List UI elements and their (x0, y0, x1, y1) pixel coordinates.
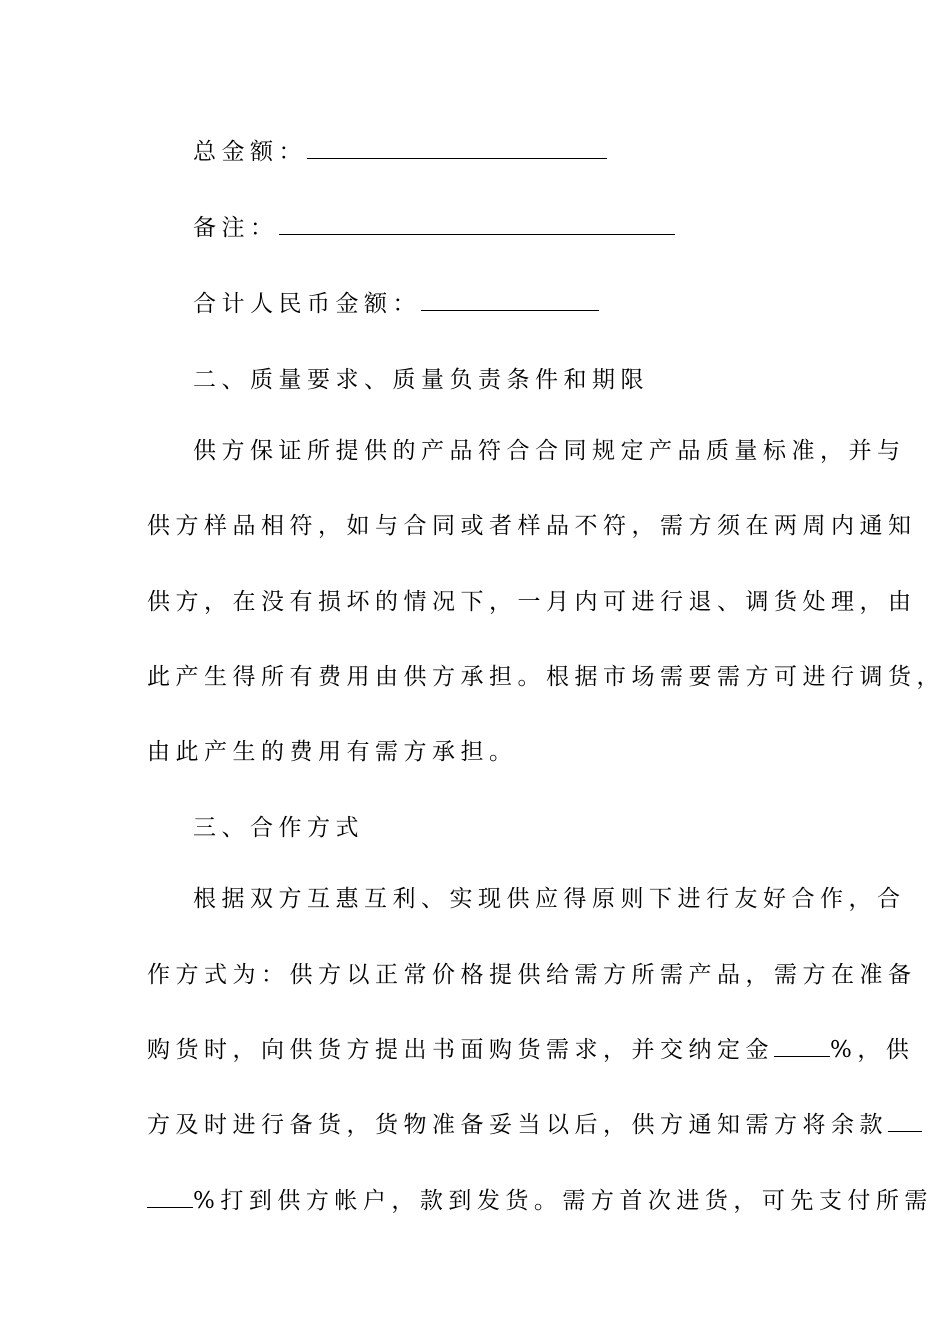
section2-line-1: 供方保证所提供的产品符合合同规定产品质量标准，并与 (193, 438, 906, 464)
remark-label: 备注： (193, 215, 279, 241)
section2-heading: 二、质量要求、质量负责条件和期限 (193, 367, 649, 393)
section3-heading: 三、合作方式 (193, 815, 364, 841)
section3-line-5 (147, 1186, 950, 1216)
balance-percent-blank-end (147, 1189, 193, 1208)
total-amount-field (193, 137, 950, 167)
deposit-percent-blank (774, 1038, 830, 1057)
section3-line-2: 作方式为：供方以正常价格提供给需方所需产品，需方在准备 (147, 962, 917, 988)
section3-line-3-text: 购货时，向供货方提出书面购货需求，并交纳定金 (147, 1037, 774, 1063)
section3-line-1: 根据双方互惠互利、实现供应得原则下进行友好合作，合 (193, 886, 906, 912)
remark-field (193, 213, 950, 243)
section2-line-3: 供方，在没有损坏的情况下，一月内可进行退、调货处理，由 (147, 589, 917, 615)
balance-percent-blank-start (888, 1113, 922, 1132)
section3-line-3-tail: %，供 (830, 1037, 915, 1063)
rmb-total-blank (421, 292, 599, 311)
section3-line-5-text: %打到供方帐户，款到发货。需方首次进货，可先支付所需 (193, 1188, 933, 1214)
total-amount-label: 总金额： (193, 139, 307, 165)
section3-line-4 (147, 1110, 950, 1140)
rmb-total-label: 合计人民币金额： (193, 291, 421, 317)
rmb-total-field (193, 289, 950, 319)
section2-line-2: 供方样品相符，如与合同或者样品不符，需方须在两周内通知 (147, 513, 917, 539)
section3-line-3 (147, 1035, 950, 1065)
section2-line-4: 此产生得所有费用由供方承担。根据市场需要需方可进行调货， (147, 664, 945, 690)
section2-line-5: 由此产生的费用有需方承担。 (147, 739, 518, 765)
remark-blank (279, 216, 675, 235)
section3-line-4-text: 方及时进行备货，货物准备妥当以后，供方通知需方将余款 (147, 1112, 888, 1138)
total-amount-blank (307, 140, 607, 159)
